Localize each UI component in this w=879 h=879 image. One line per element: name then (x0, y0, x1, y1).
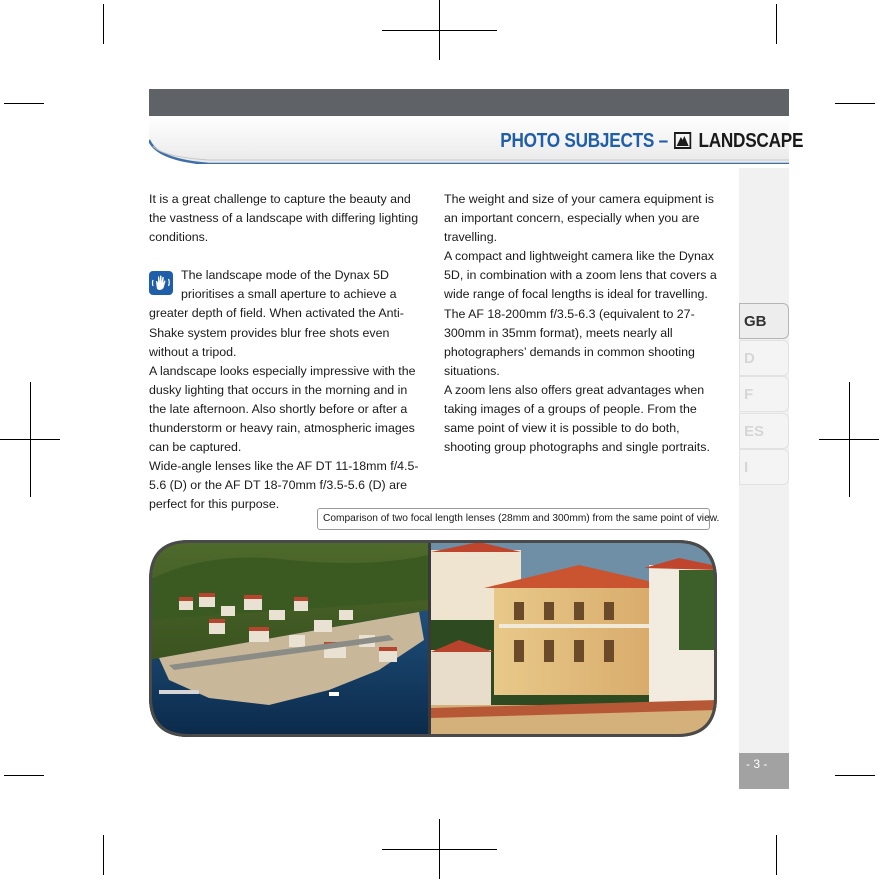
crop-mark (835, 775, 875, 776)
mountain-icon (674, 132, 691, 149)
crop-mark (835, 103, 875, 104)
anti-shake-hand-icon (149, 271, 173, 295)
telephoto-photo (429, 540, 717, 737)
wide-angle-photo (149, 540, 429, 737)
photo-caption: Comparison of two focal length lenses (28mm and 300mm) from the same point of view. (317, 508, 710, 530)
crop-mark (0, 439, 60, 440)
crop-mark (4, 775, 44, 776)
page-title (500, 130, 803, 153)
crop-mark (819, 439, 879, 440)
paragraph-zoom-lens: The AF 18-200mm f/3.5-6.3 (equivalent to 27-300mm in 35mm format), meets nearly all photographers’ demands in common shooting situations. (444, 306, 695, 378)
title-landscape: LANDSCAPE (698, 130, 803, 152)
language-tab-d[interactable]: D (739, 340, 789, 376)
crop-mark (4, 103, 44, 104)
crop-mark (382, 30, 497, 31)
paragraph-wide-angle: Wide-angle lenses like the AF DT 11-18mm f/4.5-5.6 (D) or the AF DT 18-70mm f/3.5-5.6 (D) are perfect for this purpose. (149, 459, 419, 512)
language-tab-gb[interactable]: GB (739, 303, 789, 339)
right-text-column (444, 190, 720, 457)
left-text-column (149, 190, 425, 515)
page-number: - 3 - (739, 753, 789, 789)
comparison-photos (149, 540, 717, 737)
language-tab-i[interactable]: I (739, 449, 789, 485)
crop-mark (103, 4, 104, 44)
title-photo-subjects: PHOTO SUBJECTS – (500, 130, 668, 152)
paragraph-intro: It is a great challenge to capture the beauty and the vastness of a landscape with differing lighting conditions. (149, 192, 419, 245)
paragraph-landscape-mode: The landscape mode of the Dynax 5D prioritises a small aperture to achieve a greater depth of field. When activated the Anti-Shake system provides blur free shots even without a tripod. (149, 268, 404, 359)
language-tab-es[interactable]: ES (739, 413, 789, 449)
language-tab-f[interactable]: F (739, 376, 789, 412)
crop-mark (776, 835, 777, 875)
paragraph-lighting: A landscape looks especially impressive with the dusky lighting that occurs in the morning and in the late afternoon. Also shortly before or after a thunderstorm or heavy rain, atmospheric images can be captured. (149, 363, 416, 455)
paragraph-equipment: The weight and size of your camera equipment is an important concern, especially when you are travelling. (444, 192, 714, 245)
crop-mark (103, 835, 104, 875)
crop-mark (382, 849, 497, 850)
paragraph-compact-camera: A compact and lightweight camera like the Dynax 5D, in combination with a zoom lens that covers a wide range of focal lengths is ideal for travelling. (444, 249, 717, 302)
crop-mark (776, 4, 777, 44)
paragraph-group-photos: A zoom lens also offers great advantages when taking images of a groups of people. From the same point of view it is possible to do both, shooting group photographs and single portraits. (444, 382, 710, 455)
header-bar (149, 89, 789, 116)
